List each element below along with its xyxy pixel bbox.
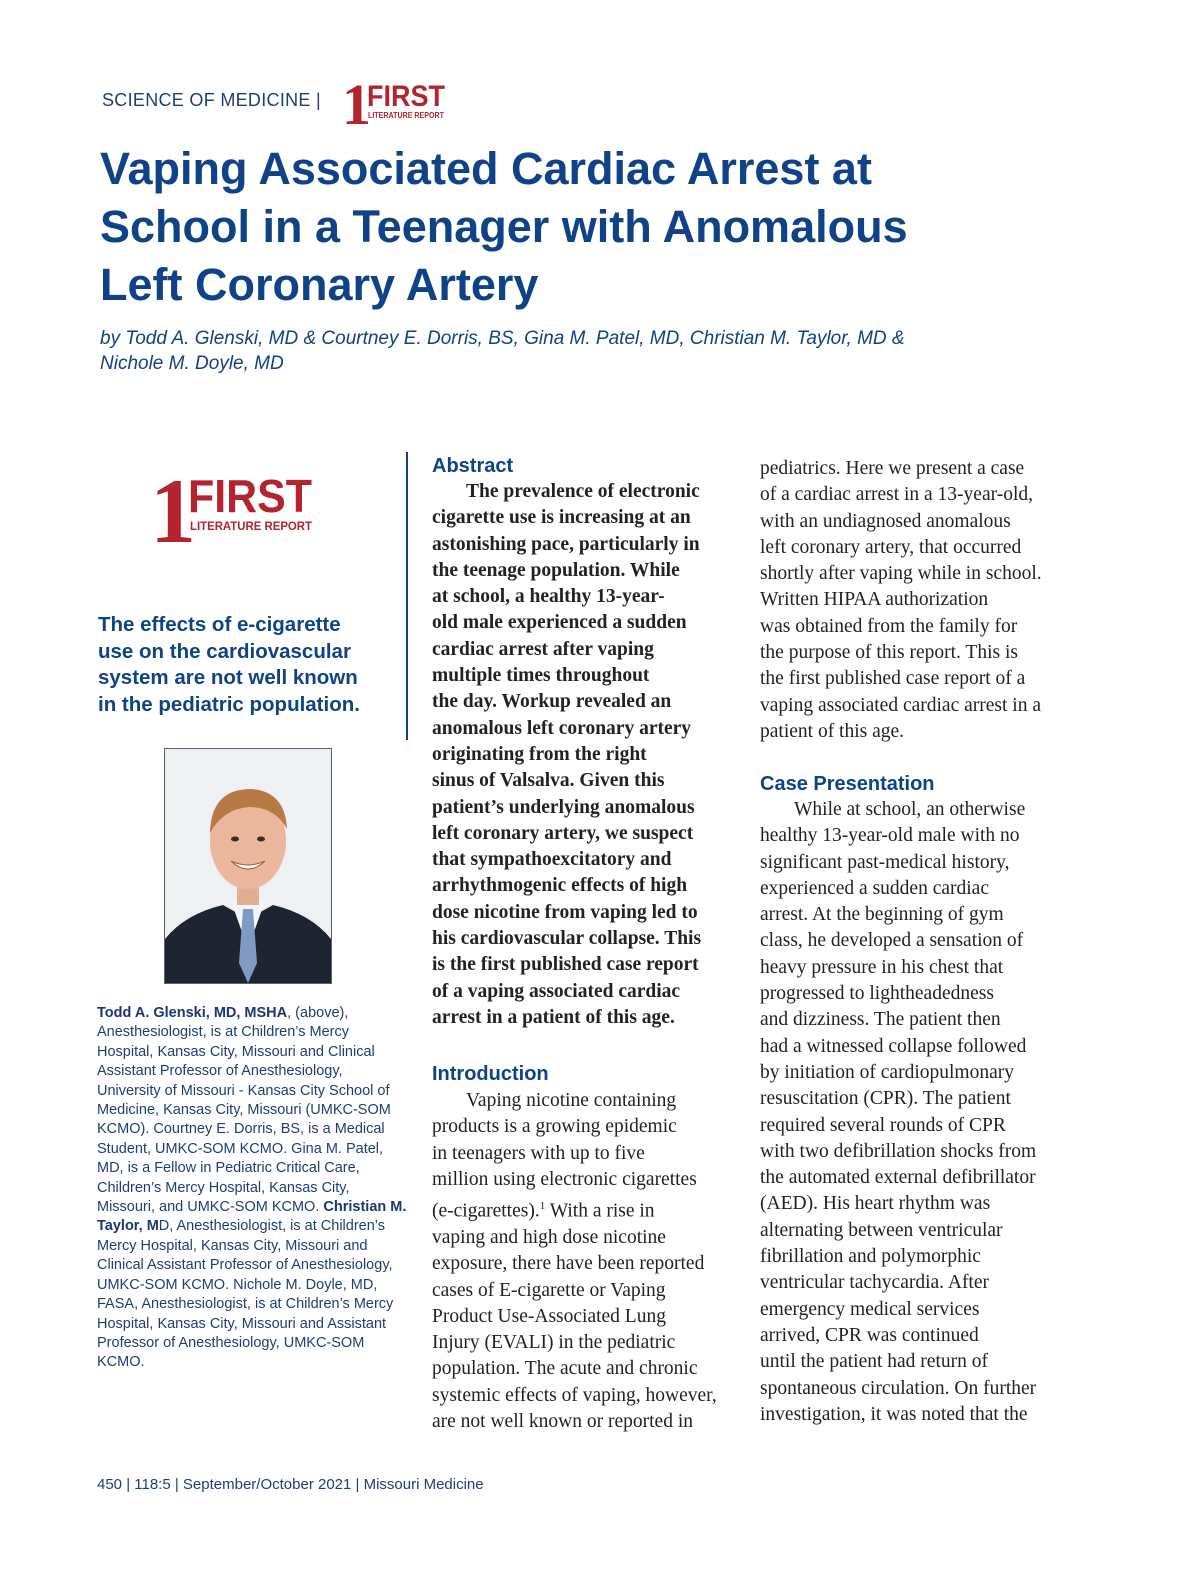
intro-cont-line: the first published case report of a bbox=[760, 668, 1026, 690]
introduction-heading: Introduction bbox=[432, 1063, 549, 1085]
case-line: class, he developed a sensation of bbox=[760, 930, 1024, 952]
abstract-line: that sympathoexcitatory and bbox=[432, 849, 672, 871]
case-line: arrest. At the beginning of gym bbox=[760, 904, 1004, 926]
pull-quote bbox=[98, 612, 398, 718]
abstract-line: sinus of Valsalva. Given this bbox=[432, 770, 665, 792]
bio-author-name: Todd A. Glenski, MD, MSHA bbox=[97, 1005, 288, 1021]
title-line: Left Coronary Artery bbox=[100, 259, 539, 310]
case-line: fibrillation and polymorphic bbox=[760, 1246, 981, 1268]
logo-word: FIRST bbox=[188, 470, 312, 522]
intro-cont-line: patient of this age. bbox=[760, 720, 905, 742]
intro-line: Vaping nicotine containing bbox=[466, 1090, 677, 1111]
right-column-intro-continued bbox=[760, 456, 1080, 745]
bio-author-name: Christian M. Taylor, M bbox=[97, 1199, 407, 1235]
case-line: by initiation of cardiopulmonary bbox=[760, 1061, 1014, 1083]
intro-cont-line: with an undiagnosed anomalous bbox=[760, 510, 1011, 532]
case-line: required several rounds of CPR bbox=[760, 1114, 1006, 1136]
intro-line: Product Use-Associated Lung bbox=[432, 1305, 666, 1327]
case-line: significant past-medical history, bbox=[760, 851, 1010, 873]
intro-line: systemic effects of vaping, however, bbox=[432, 1384, 717, 1406]
abstract-line: the day. Workup revealed an bbox=[432, 691, 672, 713]
first-literature-report-logo bbox=[340, 74, 450, 128]
intro-cont-line: vaping associated cardiac arrest in a bbox=[760, 694, 1041, 716]
abstract-line: left coronary artery, we suspect bbox=[432, 822, 694, 844]
introduction-body bbox=[432, 1088, 737, 1435]
abstract-line: his cardiovascular collapse. This bbox=[432, 928, 702, 950]
introduction-section bbox=[432, 1062, 737, 1435]
case-line: alternating between ventricular bbox=[760, 1219, 1003, 1241]
abstract-line: the teenage population. While bbox=[432, 559, 680, 581]
intro-line: cases of E-cigarette or Vaping bbox=[432, 1279, 666, 1301]
intro-cont-line: the purpose of this report. This is bbox=[760, 642, 1018, 664]
case-line: arrived, CPR was continued bbox=[760, 1324, 979, 1346]
abstract-line: dose nicotine from vaping led to bbox=[432, 901, 698, 923]
case-line: experienced a sudden cardiac bbox=[760, 877, 989, 899]
abstract-line: of a vaping associated cardiac bbox=[432, 980, 681, 1002]
case-presentation-section bbox=[760, 772, 1080, 1428]
intro-cont-line: pediatrics. Here we present a case bbox=[760, 458, 1025, 479]
abstract-section bbox=[432, 454, 737, 1031]
abstract-body bbox=[432, 479, 737, 1031]
case-line: until the patient had return of bbox=[760, 1351, 988, 1373]
intro-cont-line: of a cardiac arrest in a 13-year-old, bbox=[760, 484, 1033, 506]
intro-line: population. The acute and chronic bbox=[432, 1358, 698, 1380]
pull-quote-line: The effects of e-cigarette bbox=[98, 613, 341, 636]
title-line: Vaping Associated Cardiac Arrest at bbox=[100, 143, 872, 194]
abstract-line: at school, a healthy 13-year- bbox=[432, 586, 665, 608]
case-line: with two defibrillation shocks from bbox=[760, 1140, 1037, 1162]
byline-line: by Todd A. Glenski, MD & Courtney E. Dorris, BS, Gina M. Patel, MD, Christian M. Taylor, MD & bbox=[100, 328, 905, 349]
pull-quote-line: use on the cardiovascular bbox=[98, 639, 351, 663]
logo-sub: LITERATURE REPORT bbox=[190, 519, 313, 533]
author-portrait-illustration bbox=[165, 749, 331, 983]
abstract-line: The prevalence of electronic bbox=[466, 481, 700, 502]
intro-cont-line: was obtained from the family for bbox=[760, 615, 1018, 637]
intro-line: (e-cigarettes).$^1$ With a rise in bbox=[432, 1200, 655, 1222]
intro-line: million using electronic cigarettes bbox=[432, 1168, 697, 1190]
intro-line: Injury (EVALI) in the pediatric bbox=[432, 1332, 676, 1354]
case-line: progressed to lightheadedness bbox=[760, 983, 994, 1005]
abstract-line: is the first published case report bbox=[432, 954, 699, 976]
case-presentation-body bbox=[760, 797, 1080, 1428]
intro-cont-line: left coronary artery, that occurred bbox=[760, 536, 1022, 558]
abstract-line: originating from the right bbox=[432, 743, 647, 765]
intro-cont-line: shortly after vaping while in school. bbox=[760, 563, 1042, 585]
case-line: heavy pressure in his chest that bbox=[760, 956, 1004, 978]
byline-line: Nichole M. Doyle, MD bbox=[100, 353, 284, 374]
abstract-line: arrhythmogenic effects of high bbox=[432, 875, 688, 897]
pull-quote-line: in the pediatric population. bbox=[98, 692, 360, 716]
bio-text: D, Anesthesiologist, is at Children’s Mercy Hospital, Kansas City, Missouri and Clinical Assistant Professor of Anesthesiology, UMKC-SOM KCMO. Nichole M. Doyle, MD, FASA, Anesthesiologist, is at Children’s Mercy Hospital, Kansas City, Missouri and Assistant Professor of Anesthesiology, UMKC-SOM KCMO. bbox=[97, 1218, 394, 1371]
page-footer: 450 | 118:5 | September/October 2021 | Missouri Medicine bbox=[97, 1476, 484, 1493]
case-line: resuscitation (CPR). The patient bbox=[760, 1088, 1011, 1110]
logo-numeral: 1 bbox=[342, 74, 371, 128]
logo-numeral: 1 bbox=[150, 462, 196, 546]
logo-sub: LITERATURE REPORT bbox=[368, 111, 445, 120]
section-label: SCIENCE OF MEDICINE | bbox=[102, 90, 321, 110]
pull-quote-line: system are not well known bbox=[98, 666, 358, 689]
case-presentation-heading: Case Presentation bbox=[760, 773, 935, 795]
case-line: and dizziness. The patient then bbox=[760, 1009, 1001, 1031]
case-line: the automated external defibrillator bbox=[760, 1167, 1036, 1189]
footnote-ref: 1 bbox=[539, 1200, 546, 1213]
logo-word: FIRST bbox=[367, 80, 445, 113]
intro-line: are not well known or reported in bbox=[432, 1411, 694, 1433]
abstract-line: patient’s underlying anomalous bbox=[432, 796, 695, 818]
article-title bbox=[100, 140, 1080, 314]
bio-text: , (above), Anesthesiologist, is at Children’s Mercy Hospital, Kansas City, Missouri and Clinical Assistant Professor of Anesthesiology, University of Missouri - Kansas City School of Medicine, Kansas City, Missouri (UMKC-SOM KCMO). Courtney E. Dorris, BS, is a Medical Student, UMKC-SOM KCMO. Gina M. Patel, MD, is a Fellow in Pediatric Critical Care, Children’s Mercy Hospital, Kansas City, Missouri, and UMKC-SOM KCMO. bbox=[97, 1005, 391, 1216]
abstract-line: multiple times throughout bbox=[432, 665, 650, 687]
title-line: School in a Teenager with Anomalous bbox=[100, 201, 908, 252]
author-bio bbox=[97, 1004, 409, 1373]
abstract-line: anomalous left coronary artery bbox=[432, 717, 692, 739]
intro-line: in teenagers with up to five bbox=[432, 1142, 645, 1164]
intro-cont-line: Written HIPAA authorization bbox=[760, 589, 989, 611]
case-line: spontaneous circulation. On further bbox=[760, 1377, 1037, 1399]
intro-line: products is a growing epidemic bbox=[432, 1116, 677, 1138]
abstract-line: cigarette use is increasing at an bbox=[432, 507, 691, 529]
case-line: emergency medical services bbox=[760, 1298, 980, 1320]
abstract-line: astonishing pace, particularly in bbox=[432, 533, 700, 555]
intro-line: vaping and high dose nicotine bbox=[432, 1226, 666, 1248]
intro-line: exposure, there have been reported bbox=[432, 1253, 705, 1275]
case-line: investigation, it was noted that the bbox=[760, 1403, 1028, 1425]
author-photo bbox=[164, 748, 332, 984]
abstract-line: old male experienced a sudden bbox=[432, 612, 687, 634]
byline bbox=[100, 326, 1100, 376]
case-line: (AED). His heart rhythm was bbox=[760, 1193, 991, 1215]
abstract-line: arrest in a patient of this age. bbox=[432, 1006, 675, 1028]
abstract-heading: Abstract bbox=[432, 455, 514, 477]
column-divider bbox=[406, 452, 408, 740]
case-line: ventricular tachycardia. After bbox=[760, 1272, 990, 1294]
first-literature-report-logo-large bbox=[148, 462, 318, 546]
case-line: healthy 13-year-old male with no bbox=[760, 825, 1020, 847]
case-line: had a witnessed collapse followed bbox=[760, 1035, 1027, 1057]
abstract-line: cardiac arrest after vaping bbox=[432, 638, 654, 660]
case-line: While at school, an otherwise bbox=[794, 799, 1026, 820]
